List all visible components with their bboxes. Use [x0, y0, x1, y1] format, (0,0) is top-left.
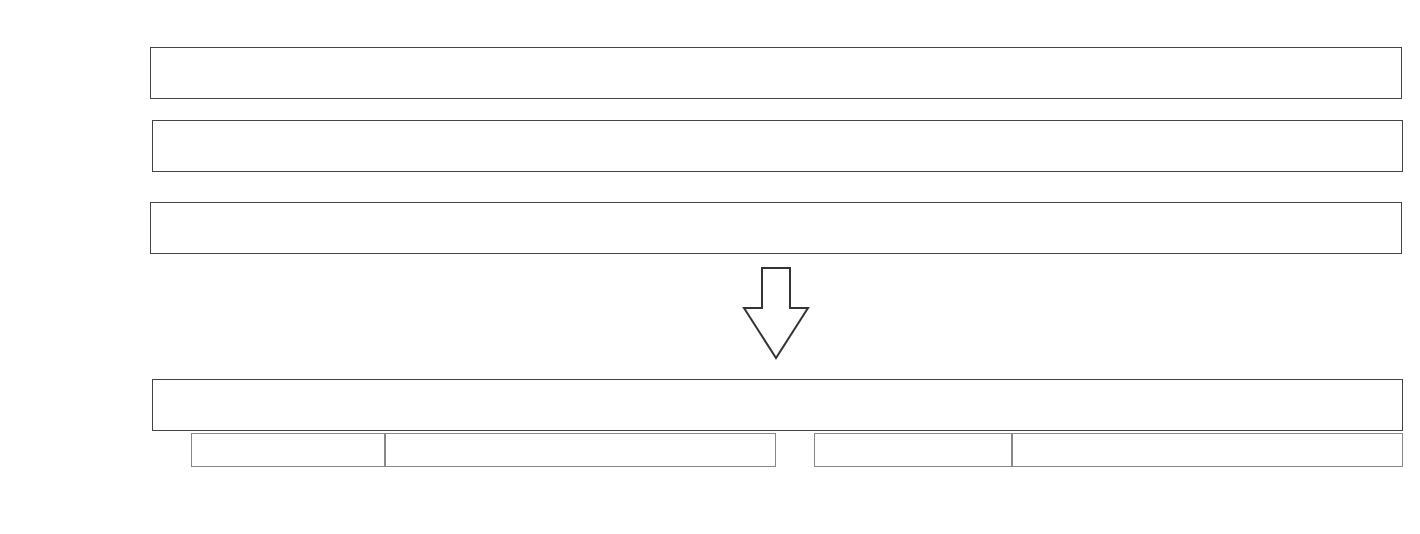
- exponent-field-2: [814, 433, 1012, 467]
- down-arrow-icon: [740, 266, 812, 362]
- i4s-bit-row: [150, 47, 1402, 99]
- bottom-mask-bit-row: [152, 120, 1403, 172]
- mantissa-field-2: [1012, 433, 1403, 467]
- exponent-field-1: [191, 433, 385, 467]
- magic-number-bit-row: [150, 202, 1402, 254]
- result-bit-row: [152, 379, 1403, 431]
- mantissa-field-1: [385, 433, 776, 467]
